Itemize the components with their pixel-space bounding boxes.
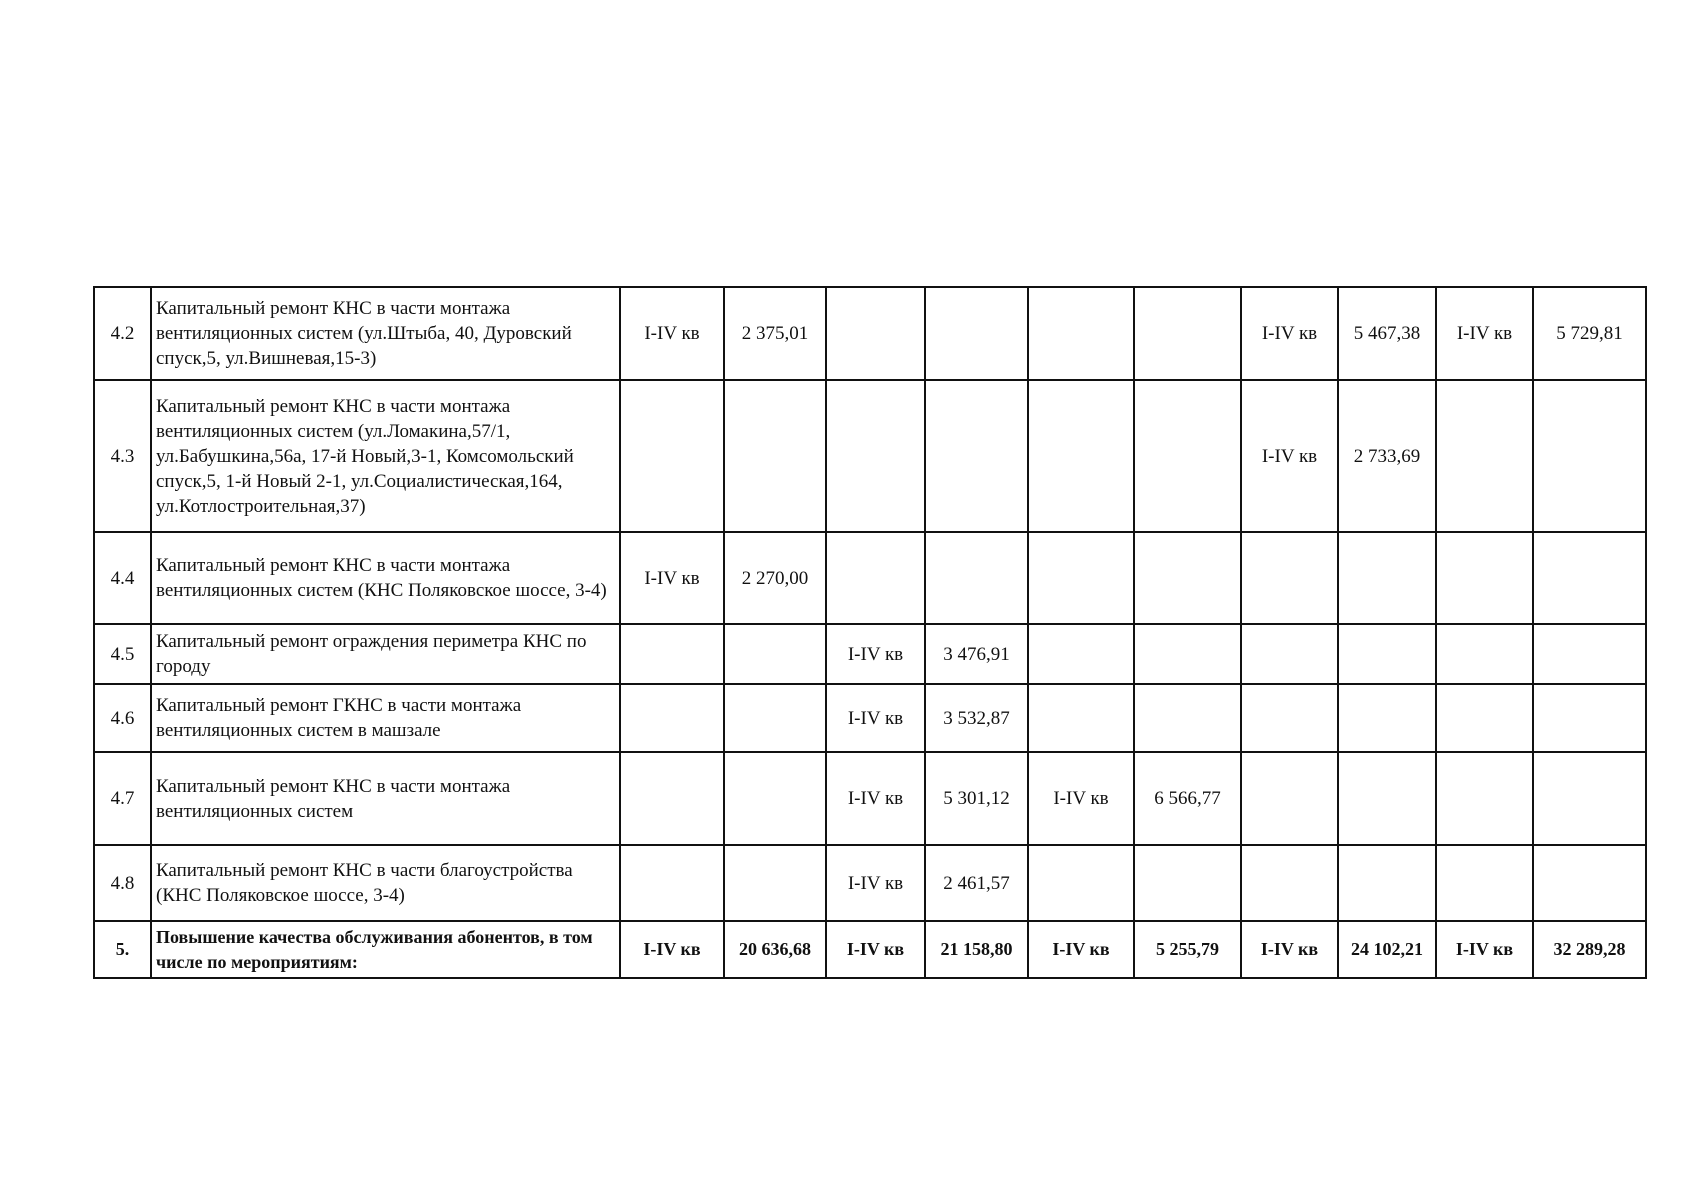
- period-5-quarter: [1436, 380, 1533, 532]
- period-1-quarter: I-IV кв: [620, 532, 724, 624]
- period-4-amount: 24 102,21: [1338, 921, 1436, 978]
- period-2-amount: [925, 532, 1028, 624]
- period-2-amount: 2 461,57: [925, 845, 1028, 921]
- period-2-quarter: I-IV кв: [826, 624, 925, 684]
- period-4-quarter: [1241, 845, 1338, 921]
- row-number: 4.8: [94, 845, 151, 921]
- period-5-quarter: I-IV кв: [1436, 287, 1533, 380]
- period-1-quarter: [620, 380, 724, 532]
- period-4-amount: [1338, 684, 1436, 752]
- period-3-quarter: I-IV кв: [1028, 921, 1134, 978]
- period-5-quarter: [1436, 845, 1533, 921]
- period-1-quarter: [620, 752, 724, 845]
- period-3-quarter: I-IV кв: [1028, 752, 1134, 845]
- period-2-quarter: I-IV кв: [826, 684, 925, 752]
- period-5-amount: [1533, 684, 1646, 752]
- row-description: Капитальный ремонт КНС в части монтажа вентиляционных систем (КНС Поляковское шоссе, 3-4): [151, 532, 620, 624]
- period-4-quarter: I-IV кв: [1241, 380, 1338, 532]
- period-4-amount: 5 467,38: [1338, 287, 1436, 380]
- period-4-quarter: [1241, 684, 1338, 752]
- period-5-amount: [1533, 380, 1646, 532]
- period-3-amount: [1134, 380, 1241, 532]
- period-2-amount: 3 532,87: [925, 684, 1028, 752]
- row-number: 5.: [94, 921, 151, 978]
- row-description: Капитальный ремонт КНС в части монтажа вентиляционных систем (ул.Штыба, 40, Дуровский спуск,5, ул.Вишневая,15-3): [151, 287, 620, 380]
- row-description: Капитальный ремонт ГКНС в части монтажа вентиляционных систем в машзале: [151, 684, 620, 752]
- period-1-quarter: [620, 845, 724, 921]
- table-row: [94, 752, 1646, 845]
- table-row: [94, 845, 1646, 921]
- row-description: Капитальный ремонт КНС в части монтажа вентиляционных систем: [151, 752, 620, 845]
- period-2-amount: [925, 287, 1028, 380]
- period-1-amount: 2 270,00: [724, 532, 826, 624]
- period-5-quarter: [1436, 684, 1533, 752]
- period-1-amount: [724, 752, 826, 845]
- period-5-amount: [1533, 752, 1646, 845]
- period-3-amount: 6 566,77: [1134, 752, 1241, 845]
- period-4-amount: [1338, 752, 1436, 845]
- period-5-amount: 32 289,28: [1533, 921, 1646, 978]
- plan-table: [93, 286, 1647, 979]
- row-number: 4.3: [94, 380, 151, 532]
- period-2-amount: 3 476,91: [925, 624, 1028, 684]
- row-number: 4.7: [94, 752, 151, 845]
- row-number: 4.5: [94, 624, 151, 684]
- table-row: [94, 532, 1646, 624]
- period-4-quarter: I-IV кв: [1241, 921, 1338, 978]
- period-4-quarter: I-IV кв: [1241, 287, 1338, 380]
- period-5-quarter: [1436, 752, 1533, 845]
- period-3-quarter: [1028, 624, 1134, 684]
- period-4-quarter: [1241, 752, 1338, 845]
- period-1-amount: [724, 845, 826, 921]
- table-row: [94, 380, 1646, 532]
- period-5-amount: [1533, 624, 1646, 684]
- period-2-quarter: [826, 380, 925, 532]
- period-4-amount: [1338, 845, 1436, 921]
- period-5-amount: [1533, 845, 1646, 921]
- row-description: Капитальный ремонт КНС в части монтажа вентиляционных систем (ул.Ломакина,57/1, ул.Бабушкина,56а, 17-й Новый,3-1, Комсомольский спуск,5, 1-й Новый 2-1, ул.Социалистическая,164, ул.Котлостроительная,37): [151, 380, 620, 532]
- period-3-quarter: [1028, 845, 1134, 921]
- table-row: [94, 287, 1646, 380]
- period-3-amount: [1134, 624, 1241, 684]
- period-3-amount: [1134, 845, 1241, 921]
- period-5-quarter: [1436, 532, 1533, 624]
- row-number: 4.4: [94, 532, 151, 624]
- period-3-amount: [1134, 287, 1241, 380]
- period-2-quarter: I-IV кв: [826, 845, 925, 921]
- period-1-quarter: I-IV кв: [620, 287, 724, 380]
- period-3-amount: [1134, 684, 1241, 752]
- period-2-quarter: [826, 287, 925, 380]
- row-description: Капитальный ремонт ограждения периметра КНС по городу: [151, 624, 620, 684]
- period-1-amount: [724, 624, 826, 684]
- period-2-quarter: [826, 532, 925, 624]
- period-3-quarter: [1028, 684, 1134, 752]
- period-1-amount: 2 375,01: [724, 287, 826, 380]
- period-5-amount: 5 729,81: [1533, 287, 1646, 380]
- period-5-quarter: I-IV кв: [1436, 921, 1533, 978]
- period-3-amount: 5 255,79: [1134, 921, 1241, 978]
- period-1-amount: [724, 380, 826, 532]
- period-2-amount: 5 301,12: [925, 752, 1028, 845]
- period-4-quarter: [1241, 532, 1338, 624]
- period-4-amount: [1338, 532, 1436, 624]
- period-1-amount: [724, 684, 826, 752]
- period-3-quarter: [1028, 532, 1134, 624]
- period-5-amount: [1533, 532, 1646, 624]
- row-description: Повышение качества обслуживания абонентов, в том числе по мероприятиям:: [151, 921, 620, 978]
- period-5-quarter: [1436, 624, 1533, 684]
- period-1-amount: 20 636,68: [724, 921, 826, 978]
- row-number: 4.2: [94, 287, 151, 380]
- period-2-quarter: I-IV кв: [826, 921, 925, 978]
- period-4-quarter: [1241, 624, 1338, 684]
- period-4-amount: [1338, 624, 1436, 684]
- row-description: Капитальный ремонт КНС в части благоустройства (КНС Поляковское шоссе, 3-4): [151, 845, 620, 921]
- table-row: [94, 684, 1646, 752]
- period-1-quarter: [620, 684, 724, 752]
- period-3-quarter: [1028, 380, 1134, 532]
- period-2-amount: [925, 380, 1028, 532]
- period-4-amount: 2 733,69: [1338, 380, 1436, 532]
- period-2-quarter: I-IV кв: [826, 752, 925, 845]
- period-2-amount: 21 158,80: [925, 921, 1028, 978]
- period-1-quarter: [620, 624, 724, 684]
- row-number: 4.6: [94, 684, 151, 752]
- table-row: [94, 624, 1646, 684]
- period-3-amount: [1134, 532, 1241, 624]
- period-1-quarter: I-IV кв: [620, 921, 724, 978]
- table-row-total: [94, 921, 1646, 978]
- period-3-quarter: [1028, 287, 1134, 380]
